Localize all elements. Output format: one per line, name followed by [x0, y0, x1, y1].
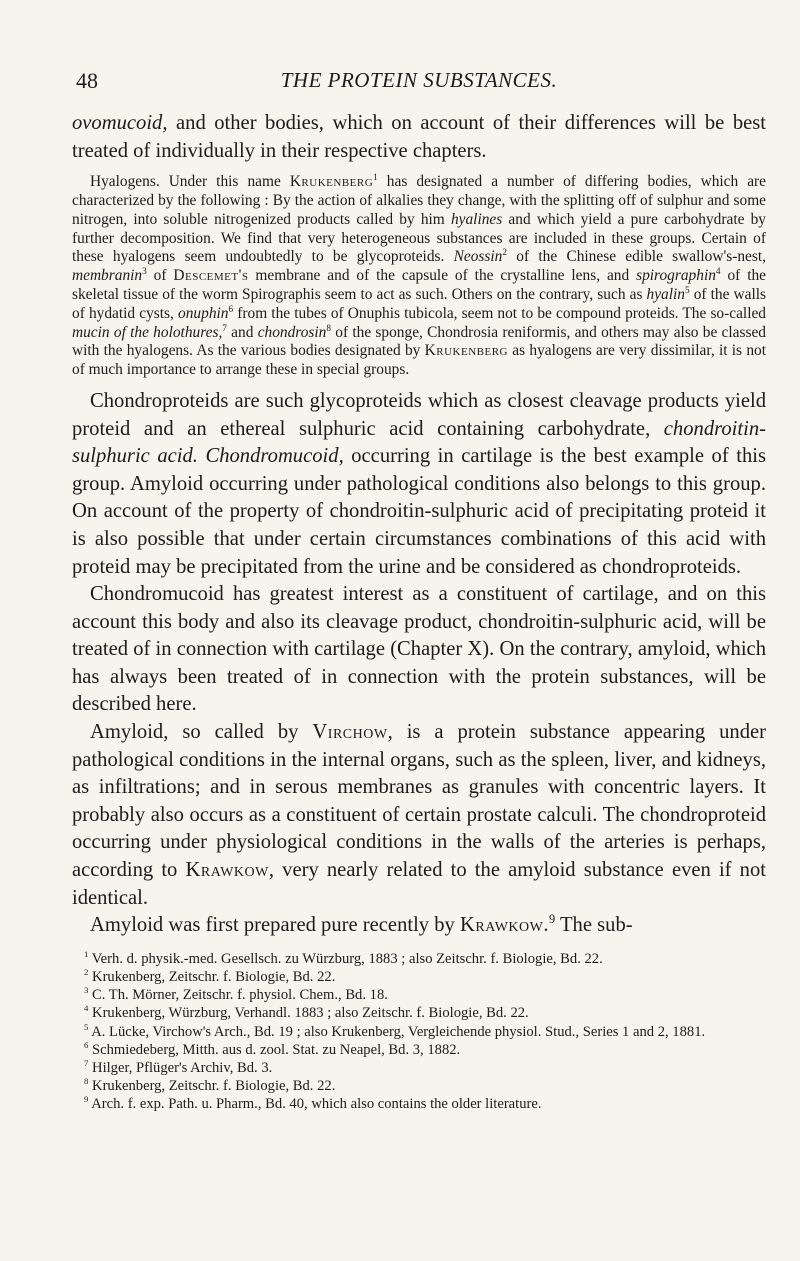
footnotes	[72, 950, 766, 1114]
running-title: THE PROTEIN SUBSTANCES.	[280, 68, 558, 92]
footnote: $^2$ Krukenberg, Zeitschr. f. Biologie, Bd. 22.	[84, 967, 336, 986]
footnote-ref: 8	[326, 322, 331, 333]
footnote-ref: 7	[222, 322, 227, 333]
footnote-ref: 5	[685, 284, 690, 295]
page-number: 48	[76, 68, 98, 93]
footnote: $^8$ Krukenberg, Zeitschr. f. Biologie, Bd. 22.	[84, 1076, 336, 1095]
page	[72, 68, 766, 1114]
hyalogens-heading: Hyalogens.	[90, 173, 160, 191]
amyloid-paragraph: Amyloid, so called by Virchow, is a protein substance appearing under pathological conditions in the internal organs, such as the spleen, liver, and kidneys, as infiltrations; and in serous membranes as granules with concentric layers. It probably also occurs as a constituent of certain prostate calculi. The chondroproteid occurring under physiological conditions in the walls of the arteries is perhaps, according to Krawkow, very nearly related to the amyloid substance even if not identical.	[72, 721, 766, 909]
footnote-ref: 6	[228, 303, 234, 314]
running-header	[72, 68, 766, 98]
footnote-ref: 2	[502, 247, 507, 258]
term-ovomucoid: ovomucoid,	[72, 112, 168, 134]
footnote-ref: 9	[549, 912, 556, 927]
footnote: $^7$ Hilger, Pflüger's Archiv, Bd. 3.	[84, 1058, 273, 1077]
footnote-ref: 1	[373, 172, 378, 183]
amyloid-preparation-paragraph: Amyloid was first prepared pure recently by Krawkow.$^9$ The sub-	[90, 912, 633, 937]
footnote: $^9$ Arch. f. exp. Path. u. Pharm., Bd. 40, which also contains the older literature.	[84, 1094, 542, 1113]
chondromucoid-paragraph: Chondromucoid has greatest interest as a constituent of cartilage, and on this account this body and also its cleavage product, chondroitin-sulphuric acid, will be treated of in connection with cartilage (Chapter X). On the contrary, amyloid, which has always been treated of in connection with the protein substances, will be described here.	[72, 583, 766, 716]
hyalogens-paragraph: Hyalogens. Under this name Krukenberg$^1$ has designated a number of differing bodies, which are characterized by the following : By the action of alkalies they change, with the splitting off of sulphur and some nitrogen, into soluble nitrogenized products called by him hyalines and which yield a pure carbohydrate by further decomposition. We find that very heterogeneous substances are included in these groups. Certain of these hyalogens seem undoubtedly to be glycoproteids. Neossin$^2$ of the Chinese edible swallow's-nest, membranin$^3$ of Descemet's membrane and of the capsule of the crystalline lens, and spirographin$^4$ of the skeletal tissue of the worm Spirographis seem to act as such. Others on the contrary, such as hyalin$^5$ of the walls of hydatid cysts, onuphin$^6$ from the tubes of Onuphis tubicola, seem not to be compound proteids. The so-called mucin of the holothures,$^7$ and chondrosin$^8$ of the sponge, Chondrosia reniformis, and others may also be classed with the hyalogens. As the various bodies designated by Krukenberg as hyalogens are very dissimilar, it is not of much importance to arrange these in special groups.	[72, 172, 767, 379]
footnote-ref: 3	[142, 266, 147, 277]
footnote: $^3$ C. Th. Mörner, Zeitschr. f. physiol. Chem., Bd. 18.	[84, 985, 388, 1004]
footnote: $^1$ Verh. d. physik.-med. Gesellsch. zu Würzburg, 1883 ; also Zeitschr. f. Biologie, Bd. 22.	[84, 948, 603, 967]
footnote: $^4$ Krukenberg, Würzburg, Verhandl. 1883 ; also Zeitschr. f. Biologie, Bd. 22.	[84, 1003, 529, 1022]
footnote: $^5$ A. Lücke, Virchow's Arch., Bd. 19 ; also Krukenberg, Vergleichende physiol. Stud., Series 1 and 2, 1881.	[84, 1021, 706, 1040]
footnote-ref: 4	[715, 266, 721, 277]
footnote: $^6$ Schmiedeberg, Mitth. aus d. zool. Stat. zu Neapel, Bd. 3, 1882.	[84, 1039, 461, 1058]
chondroproteids-paragraph: Chondroproteids are such glycoproteids which as closest cleavage products yield proteid and an ethereal sulphuric acid containing carbohydrate, chondroitin-sulphuric acid. Chondromucoid, occurring in cartilage is the best example of this group. Amyloid occurring under pathological conditions also belongs to this group. On account of the property of chondroitin-sulphuric acid of precipitating proteid it is also possible that under certain circumstances combinations of this acid with proteid may be precipitated from the urine and be considered as chondroproteids.	[72, 389, 766, 578]
intro-paragraph: ovomucoid, and other bodies, which on account of their differences will be best treated of individually in their respective chapters.	[72, 112, 766, 162]
